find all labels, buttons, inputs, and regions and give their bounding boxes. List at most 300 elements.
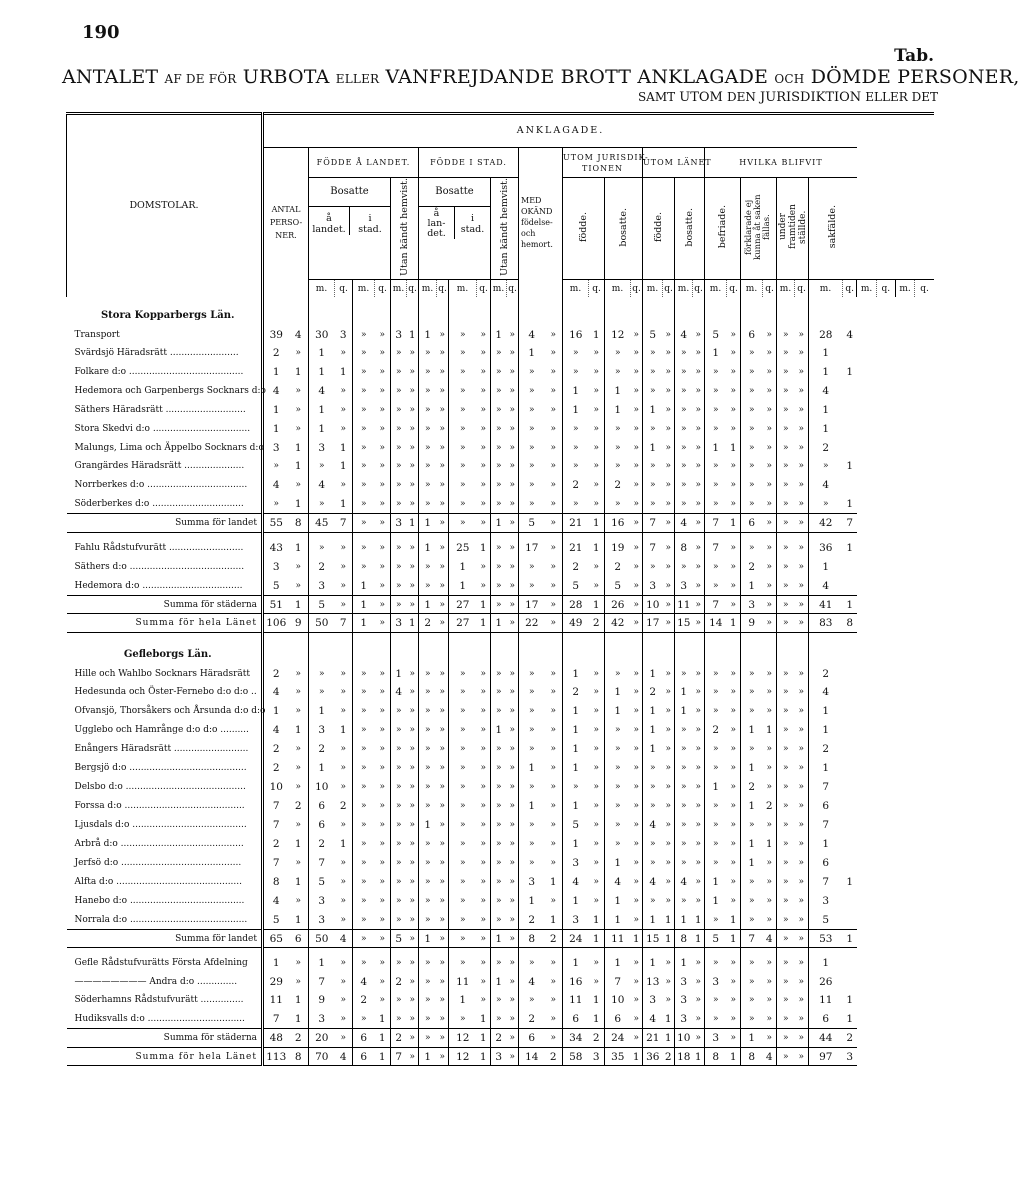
data-cell: »: [665, 561, 671, 572]
data-cell: »: [409, 404, 415, 415]
q-column-header: q.: [727, 279, 741, 297]
utan-kandt-stad-header: [491, 178, 519, 280]
antal-personer-header: [263, 148, 309, 298]
data-cell: 9: [309, 991, 335, 1010]
data-cell: 1: [809, 954, 843, 973]
data-cell: 6: [309, 796, 335, 815]
data-cell: »: [631, 1029, 643, 1048]
spacer-cell: [449, 297, 477, 307]
data-cell: »: [353, 929, 375, 948]
data-cell: 22: [519, 614, 545, 633]
data-cell: »: [741, 954, 763, 973]
data-cell: 15: [643, 929, 663, 948]
data-cell: »: [695, 367, 701, 378]
row-label: Delsbo d:o ..........................................: [67, 777, 263, 796]
table-row: [67, 438, 935, 457]
data-cell: 70: [309, 1047, 335, 1066]
data-cell: 1: [675, 701, 693, 720]
data-cell: »: [480, 976, 486, 987]
data-cell: »: [545, 595, 563, 614]
data-cell: 1: [353, 595, 375, 614]
data-cell: 1: [419, 1047, 437, 1066]
section-header-row: [67, 307, 935, 325]
data-cell: 2: [491, 1029, 507, 1048]
data-cell: 1: [605, 382, 631, 401]
data-cell: 2: [519, 910, 545, 929]
data-cell: 1: [605, 910, 631, 929]
data-cell: »: [391, 457, 407, 476]
data-cell: »: [605, 777, 631, 796]
data-cell: »: [798, 367, 804, 378]
data-cell: »: [633, 800, 639, 811]
data-cell: »: [340, 348, 346, 359]
data-cell: 45: [309, 514, 335, 533]
data-cell: »: [675, 382, 693, 401]
row-label: Hille och Wahlbo Socknars Häradsrätt: [67, 664, 263, 683]
data-cell: 1: [592, 994, 600, 1007]
data-cell: »: [419, 438, 437, 457]
data-cell: »: [439, 329, 445, 340]
empty-cell: [449, 646, 477, 664]
data-cell: 4: [263, 683, 289, 702]
data-cell: »: [353, 739, 375, 758]
data-cell: »: [419, 739, 437, 758]
data-cell: 2: [419, 614, 437, 633]
table-row: [67, 758, 935, 777]
data-cell: »: [391, 419, 407, 438]
data-cell: 2: [263, 664, 289, 683]
data-cell: »: [295, 762, 301, 773]
data-cell: »: [675, 476, 693, 495]
data-cell: 4: [263, 476, 289, 495]
data-cell: 1: [491, 720, 507, 739]
data-cell: [843, 777, 857, 796]
data-cell: »: [705, 701, 727, 720]
data-cell: 1: [643, 910, 663, 929]
data-cell: 1: [491, 514, 507, 533]
data-cell: »: [675, 438, 693, 457]
data-cell: 5: [309, 872, 335, 891]
data-cell: 1: [727, 929, 741, 948]
spacer-cell: [843, 632, 857, 646]
data-cell: 1: [605, 954, 631, 973]
data-cell: »: [763, 1029, 777, 1048]
spacer-cell: [705, 632, 727, 646]
empty-cell: [763, 646, 777, 664]
data-cell: »: [353, 325, 375, 344]
data-cell: 65: [263, 929, 289, 948]
empty-cell: [809, 646, 843, 664]
data-cell: »: [593, 838, 599, 849]
data-cell: 27: [449, 614, 477, 633]
data-cell: 3: [705, 1029, 727, 1048]
data-cell: »: [379, 976, 385, 987]
data-cell: »: [340, 423, 346, 434]
data-cell: »: [295, 743, 301, 754]
data-cell: 2: [391, 1029, 407, 1048]
data-cell: »: [730, 561, 736, 572]
data-cell: »: [439, 781, 445, 792]
m-column-header: m.: [353, 279, 375, 297]
empty-cell: [477, 646, 491, 664]
data-cell: 7: [391, 1047, 407, 1066]
data-cell: 1: [477, 1029, 491, 1048]
anklagade-header: ANKLAGADE.: [263, 114, 857, 148]
data-cell: »: [340, 914, 346, 925]
data-cell: »: [766, 743, 772, 754]
data-cell: »: [509, 348, 515, 359]
data-cell: 1: [663, 1029, 675, 1048]
data-cell: 1: [378, 1013, 386, 1026]
data-cell: »: [295, 687, 301, 698]
row-label: Svärdsjö Häradsrätt ........................: [67, 344, 263, 363]
spacer-cell: [763, 297, 777, 307]
data-cell: »: [741, 872, 763, 891]
data-cell: »: [439, 876, 445, 887]
data-cell: 2: [563, 476, 589, 495]
data-cell: »: [798, 480, 804, 491]
data-cell: 1: [727, 614, 741, 633]
data-cell: »: [379, 348, 385, 359]
data-cell: »: [665, 857, 671, 868]
data-cell: »: [519, 438, 545, 457]
data-cell: 50: [309, 614, 335, 633]
empty-cell: [795, 646, 809, 664]
data-cell: »: [295, 561, 301, 572]
data-cell: 2: [741, 557, 763, 576]
row-label: Summa för hela Länet: [67, 614, 263, 633]
data-cell: »: [449, 1010, 477, 1029]
data-cell: »: [695, 958, 701, 969]
data-cell: »: [439, 687, 445, 698]
data-cell: 1: [741, 834, 763, 853]
data-cell: »: [409, 1014, 415, 1025]
data-cell: »: [695, 724, 701, 735]
data-cell: »: [375, 595, 391, 614]
data-cell: »: [605, 834, 631, 853]
empty-cell: [375, 307, 391, 325]
spacer-cell: [519, 632, 545, 646]
data-cell: 1: [846, 460, 854, 473]
data-cell: »: [480, 461, 486, 472]
data-cell: »: [449, 720, 477, 739]
data-cell: »: [593, 442, 599, 453]
data-cell: »: [295, 668, 301, 679]
data-cell: »: [519, 382, 545, 401]
data-cell: 3: [309, 438, 335, 457]
data-cell: »: [437, 514, 449, 533]
data-cell: »: [379, 423, 385, 434]
data-cell: »: [665, 687, 671, 698]
data-cell: »: [695, 1014, 701, 1025]
data-cell: »: [777, 1047, 795, 1066]
data-cell: »: [295, 976, 301, 987]
data-cell: [843, 344, 857, 363]
data-cell: »: [643, 796, 663, 815]
data-cell: »: [353, 557, 375, 576]
data-cell: »: [419, 796, 437, 815]
spacer-cell: [843, 297, 857, 307]
summary-row: [67, 1047, 935, 1066]
data-cell: »: [730, 1014, 736, 1025]
data-cell: 7: [809, 777, 843, 796]
spacer-cell: [419, 297, 437, 307]
page-title: [62, 66, 1020, 88]
data-cell: »: [550, 580, 556, 591]
data-cell: »: [730, 976, 736, 987]
data-cell: »: [340, 762, 346, 773]
m-column-header: m.: [741, 279, 763, 297]
data-cell: »: [480, 561, 486, 572]
data-cell: »: [730, 386, 736, 397]
data-cell: »: [353, 438, 375, 457]
empty-cell: [763, 307, 777, 325]
data-cell: 1: [289, 595, 309, 614]
data-cell: »: [480, 687, 486, 698]
spacer-cell: [563, 297, 589, 307]
data-cell: »: [777, 363, 795, 382]
a-landet-header: [309, 207, 350, 235]
data-cell: »: [439, 995, 445, 1006]
data-cell: 7: [809, 872, 843, 891]
data-cell: »: [409, 561, 415, 572]
data-cell: »: [391, 557, 407, 576]
data-cell: 1: [675, 683, 693, 702]
data-cell: »: [741, 344, 763, 363]
data-cell: 1: [294, 837, 302, 850]
data-cell: 41: [809, 595, 843, 614]
data-cell: »: [741, 538, 763, 557]
data-cell: »: [705, 758, 727, 777]
data-cell: »: [730, 329, 736, 340]
row-label: Säthers d:o ........................................: [67, 557, 263, 576]
empty-cell: [643, 646, 663, 664]
row-label: Gefle Rådstufvurätts Första Afdelning: [67, 954, 263, 973]
data-cell: »: [353, 777, 375, 796]
header-text: födelse-: [521, 218, 553, 228]
data-cell: »: [798, 442, 804, 453]
data-cell: 1: [294, 366, 302, 379]
data-cell: »: [766, 461, 772, 472]
data-cell: »: [695, 995, 701, 1006]
data-cell: 26: [809, 972, 843, 991]
data-cell: »: [633, 561, 639, 572]
data-cell: 5: [605, 576, 631, 595]
m-column-header: m.: [777, 279, 795, 297]
data-cell: »: [379, 914, 385, 925]
data-cell: »: [695, 329, 701, 340]
data-cell: »: [550, 561, 556, 572]
data-cell: 36: [809, 538, 843, 557]
data-cell: »: [550, 705, 556, 716]
data-cell: 1: [809, 758, 843, 777]
data-cell: »: [263, 495, 289, 514]
data-cell: »: [695, 819, 701, 830]
data-cell: »: [730, 995, 736, 1006]
data-cell: »: [309, 457, 335, 476]
data-cell: 1: [765, 723, 773, 736]
data-cell: 1: [339, 723, 347, 736]
table-row: [67, 872, 935, 891]
data-cell: »: [550, 386, 556, 397]
data-cell: »: [663, 595, 675, 614]
data-cell: »: [449, 344, 477, 363]
data-cell: »: [665, 976, 671, 987]
data-cell: »: [491, 796, 507, 815]
data-cell: »: [675, 758, 693, 777]
data-cell: »: [419, 872, 437, 891]
data-cell: »: [519, 419, 545, 438]
data-cell: »: [798, 461, 804, 472]
subtitle-word: JURISDIKTION: [760, 90, 862, 105]
spacer-cell: [67, 297, 263, 307]
data-cell: 20: [309, 1029, 335, 1048]
data-cell: »: [633, 580, 639, 591]
data-cell: 1: [741, 796, 763, 815]
data-cell: 1: [519, 796, 545, 815]
data-cell: 50: [309, 929, 335, 948]
data-cell: »: [730, 857, 736, 868]
data-cell: »: [449, 419, 477, 438]
data-cell: »: [695, 838, 701, 849]
spacer-cell: [777, 297, 795, 307]
spacer-cell: [353, 632, 375, 646]
data-cell: 1: [643, 954, 663, 973]
utom-lanet-bosatte-header: [675, 178, 705, 280]
data-cell: »: [809, 495, 843, 514]
data-cell: »: [419, 664, 437, 683]
data-cell: »: [353, 400, 375, 419]
data-cell: »: [550, 404, 556, 415]
data-cell: »: [705, 419, 727, 438]
data-cell: »: [693, 614, 705, 633]
data-cell: 1: [309, 419, 335, 438]
data-cell: »: [419, 344, 437, 363]
empty-cell: [477, 307, 491, 325]
header-text: det.: [427, 228, 446, 239]
data-cell: 3: [809, 891, 843, 910]
data-cell: 10: [605, 991, 631, 1010]
data-cell: 1: [705, 777, 727, 796]
data-cell: 1: [263, 419, 289, 438]
data-cell: »: [705, 815, 727, 834]
data-cell: »: [766, 542, 772, 553]
data-cell: 16: [563, 972, 589, 991]
data-cell: 2: [289, 1029, 309, 1048]
data-cell: »: [507, 1029, 519, 1048]
data-cell: »: [675, 557, 693, 576]
data-cell: 1: [419, 595, 437, 614]
data-cell: »: [491, 954, 507, 973]
data-cell: 1: [563, 701, 589, 720]
data-cell: »: [437, 1029, 449, 1048]
data-cell: »: [741, 382, 763, 401]
data-cell: »: [633, 781, 639, 792]
data-cell: 4: [675, 872, 693, 891]
data-cell: »: [730, 895, 736, 906]
data-cell: »: [340, 404, 346, 415]
data-cell: 11: [809, 991, 843, 1010]
data-cell: »: [379, 781, 385, 792]
data-cell: »: [741, 363, 763, 382]
data-cell: 1: [589, 929, 605, 948]
data-cell: »: [665, 423, 671, 434]
data-cell: »: [419, 834, 437, 853]
data-cell: 3: [391, 614, 407, 633]
data-cell: »: [665, 958, 671, 969]
data-cell: »: [379, 542, 385, 553]
data-cell: »: [675, 853, 693, 872]
data-cell: »: [509, 480, 515, 491]
data-cell: 1: [589, 514, 605, 533]
spacer-cell: [407, 297, 419, 307]
data-cell: 2: [309, 739, 335, 758]
data-cell: 4: [563, 872, 589, 891]
data-cell: »: [798, 876, 804, 887]
data-cell: »: [705, 853, 727, 872]
empty-cell: [545, 307, 563, 325]
bosatte-stad-header: [419, 178, 491, 280]
data-cell: 4: [353, 972, 375, 991]
bosatte-landet-header: [309, 178, 391, 280]
table-row: [67, 701, 935, 720]
data-cell: »: [507, 929, 519, 948]
data-cell: »: [379, 800, 385, 811]
data-cell: »: [643, 344, 663, 363]
data-cell: »: [509, 781, 515, 792]
data-cell: 3: [675, 991, 693, 1010]
data-cell: [843, 476, 857, 495]
spacer-row: [67, 632, 935, 646]
data-cell: 1: [809, 363, 843, 382]
utom-juris-fodde-header: [563, 178, 605, 280]
data-cell: »: [480, 895, 486, 906]
data-cell: »: [550, 895, 556, 906]
data-cell: 7: [335, 514, 353, 533]
data-cell: 1: [519, 891, 545, 910]
data-cell: 26: [605, 595, 631, 614]
data-cell: »: [705, 739, 727, 758]
data-cell: 55: [263, 514, 289, 533]
data-cell: 3: [843, 1047, 857, 1066]
empty-cell: [375, 646, 391, 664]
header-text: och: [521, 229, 536, 239]
data-cell: »: [391, 910, 407, 929]
data-cell: 39: [263, 325, 289, 344]
data-cell: »: [491, 664, 507, 683]
spacer-cell: [263, 297, 289, 307]
data-cell: »: [766, 348, 772, 359]
data-cell: »: [675, 891, 693, 910]
spacer-cell: [741, 297, 763, 307]
data-cell: 3: [675, 972, 693, 991]
data-cell: »: [491, 872, 507, 891]
q-column-header: q.: [407, 279, 419, 297]
data-cell: »: [643, 457, 663, 476]
row-label: Summa för landet: [67, 929, 263, 948]
data-cell: »: [295, 386, 301, 397]
data-cell: »: [727, 1029, 741, 1048]
data-cell: 1: [491, 972, 507, 991]
data-cell: 1: [605, 683, 631, 702]
data-cell: »: [550, 480, 556, 491]
data-cell: 97: [809, 1047, 843, 1066]
data-cell: »: [480, 480, 486, 491]
data-cell: »: [379, 705, 385, 716]
data-cell: »: [593, 386, 599, 397]
data-cell: »: [353, 815, 375, 834]
data-cell: »: [480, 781, 486, 792]
